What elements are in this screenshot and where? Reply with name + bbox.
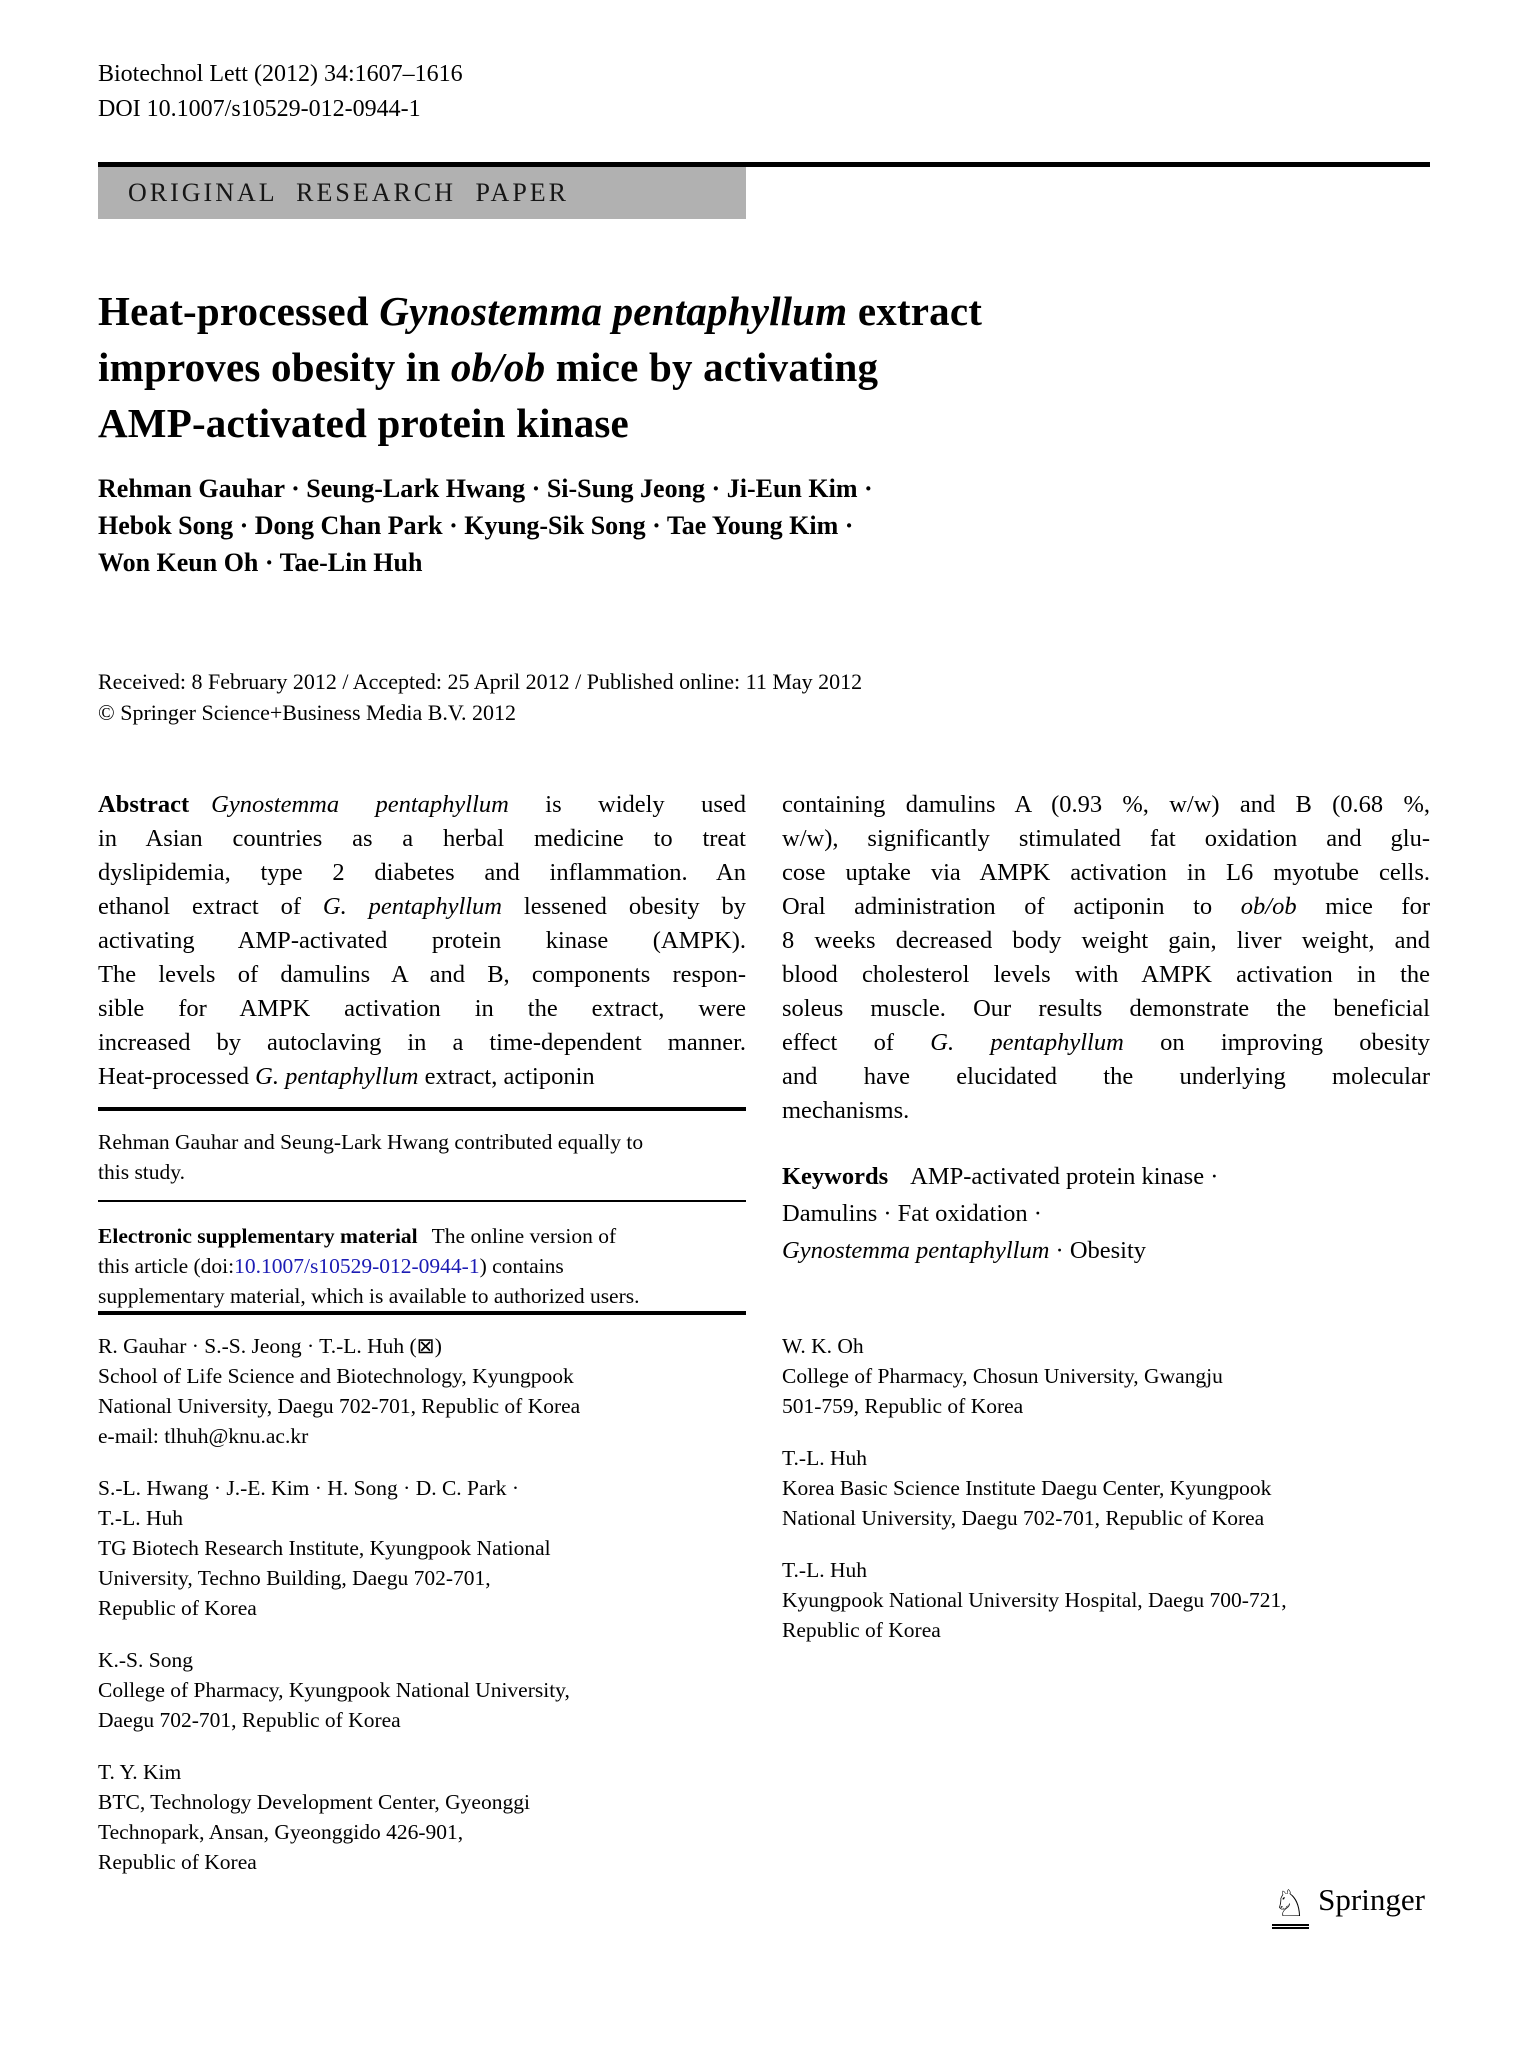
abstract-line [98,961,746,995]
affiliation-line: BTC, Technology Development Center, Gyeonggi [98,1790,530,1814]
article-title [98,283,982,451]
abstract-line [98,791,746,825]
footnote-rule [98,1200,746,1202]
affiliation-block [782,1331,1444,1421]
abstract-text: w/w), significantly stimulated fat oxidation and glu- [782,825,1430,852]
footnote-line: this study. [98,1160,186,1184]
abstract-line [782,1029,1430,1063]
author-line: Rehman Gauhar · Seung-Lark Hwang · Si-Sung Jeong · Ji-Eun Kim · [98,474,873,503]
keywords-line [782,1158,1218,1195]
abstract-paragraph-right [782,791,1430,1131]
affiliation-line: National University, Daegu 702-701, Republic of Korea [98,1394,581,1418]
affiliations-left-column [98,1331,760,1899]
footnote-text: ) contains [479,1254,564,1278]
abstract-text: mechanisms. [782,1097,910,1124]
abstract-line [782,995,1430,1029]
journal-doi-line: DOI 10.1007/s10529-012-0944-1 [98,96,421,122]
abstract-line [782,859,1430,893]
affiliation-block [98,1757,760,1877]
journal-header [98,57,463,127]
species-italic: G. pentaphyllum [255,1063,419,1090]
keywords-line [782,1232,1218,1269]
keyword-text: AMP-activated protein kinase · [910,1163,1219,1190]
affiliation-line: College of Pharmacy, Chosun University, Gwangju [782,1364,1223,1388]
esm-label: Electronic supplementary material [98,1224,418,1248]
abstract-text: and have elucidated the underlying molecular [782,1063,1430,1090]
abstract-line [782,791,1430,825]
affiliation-authors-line [98,1331,760,1361]
abstract-line [782,927,1430,961]
footnote-line [98,1221,760,1251]
footnote-rule [98,1311,746,1315]
title-segment: mice by activating [545,344,879,390]
abstract-label: Abstract [98,791,190,818]
abstract-line [98,927,746,961]
abstract-text: increased by autoclaving in a time-dependent manner. [98,1029,746,1056]
affiliation-line: Korea Basic Science Institute Daegu Center, Kyungpook [782,1476,1272,1500]
affiliation-line: University, Techno Building, Daegu 702-701, [98,1566,491,1590]
keyword-species-italic: Gynostemma pentaphyllum [782,1237,1050,1264]
keyword-text: · Obesity [1049,1237,1147,1264]
affiliation-line: Republic of Korea [98,1850,257,1874]
abstract-line [782,1097,1430,1131]
springer-wordmark: Springer [1318,1882,1425,1917]
affiliation-line: TG Biotech Research Institute, Kyungpook National [98,1536,551,1560]
species-italic: ob/ob [1240,893,1297,920]
esm-doi-link[interactable]: 10.1007/s10529-012-0944-1 [234,1254,480,1278]
abstract-line [782,825,1430,859]
springer-logo [1272,1882,1425,1929]
affiliation-line: T.-L. Huh [98,1506,183,1530]
footnote-line [98,1251,760,1281]
author-line: Hebok Song · Dong Chan Park · Kyung-Sik Song · Tae Young Kim · [98,511,854,540]
abstract-line [782,893,1430,927]
abstract-line [98,893,746,927]
abstract-text: Heat-processed [98,1063,256,1090]
affiliation-block [782,1555,1444,1645]
title-species-italic: ob/ob [450,344,546,390]
title-line-1 [98,283,982,339]
received-line: Received: 8 February 2012 / Accepted: 25 April 2012 / Published online: 11 May 2012 [98,669,863,694]
abstract-text: Oral administration of actiponin to [782,893,1241,920]
title-line-3 [98,395,982,451]
title-segment: improves obesity in [98,344,451,390]
affiliation-line: T.-L. Huh [782,1558,867,1582]
affiliation-line: K.-S. Song [98,1648,193,1672]
abstract-text: The levels of damulins A and B, components respon- [98,961,746,988]
keywords-block [782,1158,1218,1269]
species-italic: Gynostemma pentaphyllum [211,791,509,818]
esm-note [98,1221,760,1311]
abstract-line [98,1029,746,1063]
envelope-icon: (⊠) [409,1334,442,1358]
title-segment: extract [847,288,983,334]
abstract-text: effect of [782,1029,931,1056]
abstract-text: on improving obesity [1123,1029,1431,1056]
abstract-text: extract, actiponin [418,1063,595,1090]
affiliation-text: R. Gauhar · S.-S. Jeong · T.-L. Huh [98,1334,410,1358]
abstract-text: 8 weeks decreased body weight gain, liver weight, and [782,927,1430,954]
affiliation-block [98,1473,760,1623]
equal-contribution-note [98,1127,760,1187]
affiliation-line: Republic of Korea [98,1596,257,1620]
abstract-text: sible for AMPK activation in the extract, were [98,995,746,1022]
affiliation-block [98,1645,760,1735]
footnote-line [98,1281,760,1311]
affiliation-line: Daegu 702-701, Republic of Korea [98,1708,401,1732]
title-segment: AMP-activated protein kinase [98,400,629,446]
author-list [98,470,873,581]
abstract-line [782,961,1430,995]
affiliation-line: College of Pharmacy, Kyungpook National University, [98,1678,570,1702]
title-line-2 [98,339,982,395]
affiliation-line: Republic of Korea [782,1618,941,1642]
affiliation-line: Technopark, Ansan, Gyeonggido 426-901, [98,1820,464,1844]
species-italic: G. pentaphyllum [930,1029,1124,1056]
abstract-paragraph-left [98,791,746,1097]
species-italic: G. pentaphyllum [322,893,502,920]
footnote-text: supplementary material, which is available to authorized users. [98,1284,640,1308]
received-dates [98,666,862,728]
abstract-text: containing damulins A (0.93 %, w/w) and B (0.68 %, [782,791,1430,818]
springer-knight-icon: ♘ [1272,1887,1309,1929]
affiliation-line: T. Y. Kim [98,1760,182,1784]
abstract-text: is widely used [508,791,746,818]
abstract-text: dyslipidemia, type 2 diabetes and inflammation. An [98,859,746,886]
abstract-text: in Asian countries as a herbal medicine to treat [98,825,746,852]
affiliation-line: W. K. Oh [782,1334,864,1358]
affiliation-line: National University, Daegu 702-701, Republic of Korea [782,1506,1265,1530]
affiliation-block [98,1331,760,1451]
keywords-line [782,1195,1218,1232]
abstract-line [98,859,746,893]
abstract-text: lessened obesity by [502,893,746,920]
abstract-line [98,1063,746,1097]
footnote-rule [98,1107,746,1111]
copyright-line: © Springer Science+Business Media B.V. 2012 [98,700,516,725]
footnote-text: this article (doi: [98,1254,235,1278]
keywords-label: Keywords [782,1163,889,1190]
abstract-text: blood cholesterol levels with AMPK activation in the [782,961,1430,988]
section-banner [98,167,746,219]
abstract-line [782,1063,1430,1097]
affiliation-email-line: e-mail: tlhuh@knu.ac.kr [98,1424,309,1448]
affiliation-line: T.-L. Huh [782,1446,867,1470]
abstract-line [98,825,746,859]
journal-title-line: Biotechnol Lett (2012) 34:1607–1616 [98,61,463,87]
title-species-italic: Gynostemma pentaphyllum [379,288,848,334]
affiliation-line: School of Life Science and Biotechnology, Kyungpook [98,1364,574,1388]
affiliation-block [782,1443,1444,1533]
affiliation-line: S.-L. Hwang · J.-E. Kim · H. Song · D. C. Park · [98,1476,520,1500]
footnote-line: Rehman Gauhar and Seung-Lark Hwang contributed equally to [98,1130,644,1154]
abstract-text: mice for [1296,893,1431,920]
affiliation-line: Kyungpook National University Hospital, Daegu 700-721, [782,1588,1287,1612]
abstract-line [98,995,746,1029]
affiliation-line: 501-759, Republic of Korea [782,1394,1024,1418]
title-segment: Heat-processed [98,288,380,334]
footnote-text: The online version of [431,1224,617,1248]
keyword-text: Damulins · Fat oxidation · [782,1200,1042,1227]
abstract-text: cose uptake via AMPK activation in L6 myotube cells. [782,859,1430,886]
affiliations-right-column [782,1331,1444,1667]
abstract-text: soleus muscle. Our results demonstrate the beneficial [782,995,1430,1022]
section-banner-label: ORIGINAL RESEARCH PAPER [128,178,570,207]
author-line: Won Keun Oh · Tae-Lin Huh [98,548,423,577]
abstract-text: ethanol extract of [98,893,323,920]
abstract-text: activating AMP-activated protein kinase (AMPK). [98,927,746,954]
